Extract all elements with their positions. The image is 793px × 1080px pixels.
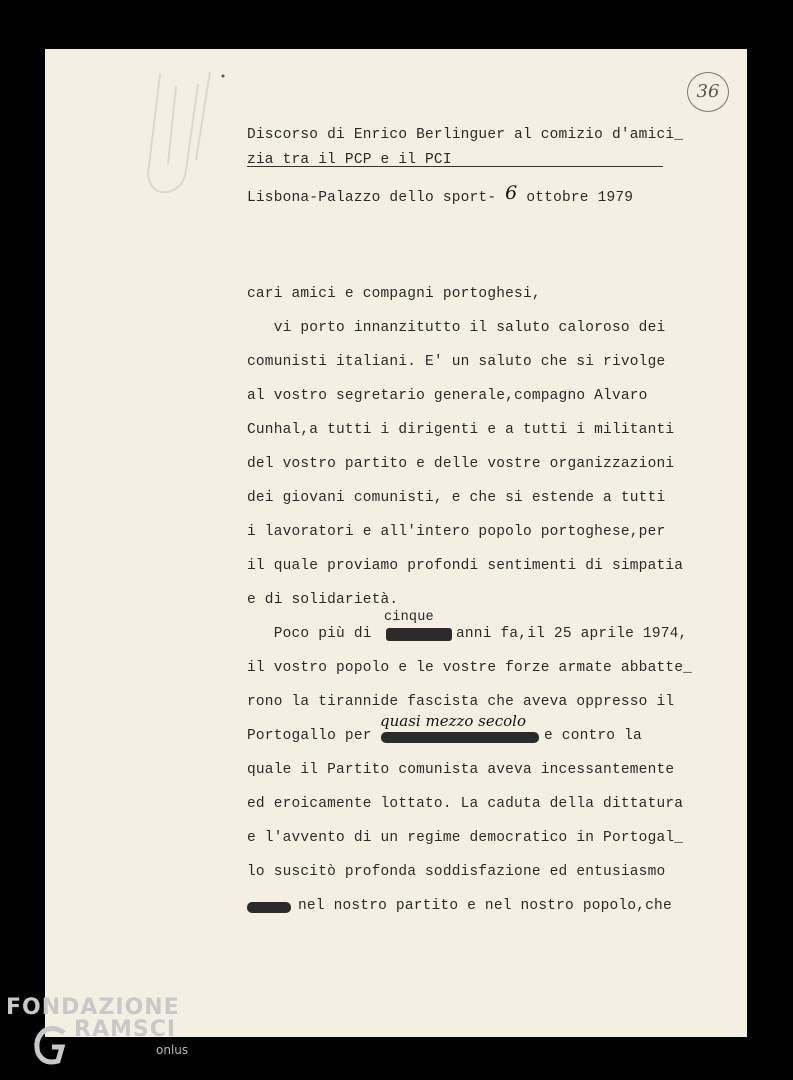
watermark-line-2: RAMSCI: [74, 1017, 177, 1042]
place-date-suffix: ottobre 1979: [526, 190, 634, 206]
paragraph-2-last-line: nel nostro partito e nel nostro popolo,che: [298, 898, 672, 914]
body-line: dei giovani comunisti, e che si estende a tutti: [247, 490, 666, 506]
paper-clip-mark: [140, 64, 235, 204]
body-line: del vostro partito e delle vostre organizzazioni: [247, 456, 675, 472]
handwritten-insertion: quasi mezzo secolo: [380, 712, 527, 730]
body-line: comunisti italiani. E' un saluto che si rivolge: [247, 354, 666, 370]
struck-through-word: [247, 902, 291, 913]
title-line-2: zia tra il PCP e il PCI: [247, 152, 452, 168]
body-line: quale il Partito comunista aveva incessantemente: [247, 762, 675, 778]
handwritten-day: 6: [505, 182, 518, 204]
body-line: e di solidarietà.: [247, 592, 399, 608]
paragraph-2-line-1-suffix: anni fa,il 25 aprile 1974,: [456, 626, 688, 642]
body-line: ed eroicamente lottato. La caduta della dittatura: [247, 796, 684, 812]
body-line: i lavoratori e all'intero popolo portoghese,per: [247, 524, 666, 540]
title-line-1: Discorso di Enrico Berlinguer al comizio d'amici_: [247, 127, 684, 143]
place-date-line: [247, 184, 633, 206]
watermark-line-3: onlus: [156, 1043, 189, 1057]
paragraph-2-line-4-prefix: Portogallo per: [247, 728, 372, 744]
paragraph-2-line-4-suffix: e contro la: [544, 728, 642, 744]
paragraph-2-line-1-prefix: Poco più di: [247, 626, 372, 642]
struck-through-text: [381, 732, 539, 743]
body-line: al vostro segretario generale,compagno Alvaro: [247, 388, 648, 404]
fondazione-gramsci-watermark: [6, 995, 206, 1070]
salutation: cari amici e compagni portoghesi,: [247, 286, 541, 302]
inserted-word-cinque: cinque: [384, 610, 434, 625]
body-line: il quale proviamo profondi sentimenti di simpatia: [247, 558, 684, 574]
place-date-prefix: Lisbona-Palazzo dello sport-: [247, 190, 497, 206]
body-line: vi porto innanzitutto il saluto caloroso dei: [247, 320, 666, 336]
gramsci-logo-g-icon: [32, 1025, 72, 1067]
watermark-line-1: FONDAZIONE: [6, 995, 180, 1020]
body-line: rono la tirannide fascista che aveva oppresso il: [247, 694, 675, 710]
body-line: lo suscitò profonda soddisfazione ed entusiasmo: [247, 864, 666, 880]
body-line: e l'avvento di un regime democratico in Portogal_: [247, 830, 684, 846]
body-line: Cunhal,a tutti i dirigenti e a tutti i militanti: [247, 422, 675, 438]
title-underline: [247, 166, 663, 167]
page-number-stamp: 36: [687, 72, 729, 112]
redacted-word: [386, 628, 452, 641]
body-line: il vostro popolo e le vostre forze armate abbatte_: [247, 660, 693, 676]
